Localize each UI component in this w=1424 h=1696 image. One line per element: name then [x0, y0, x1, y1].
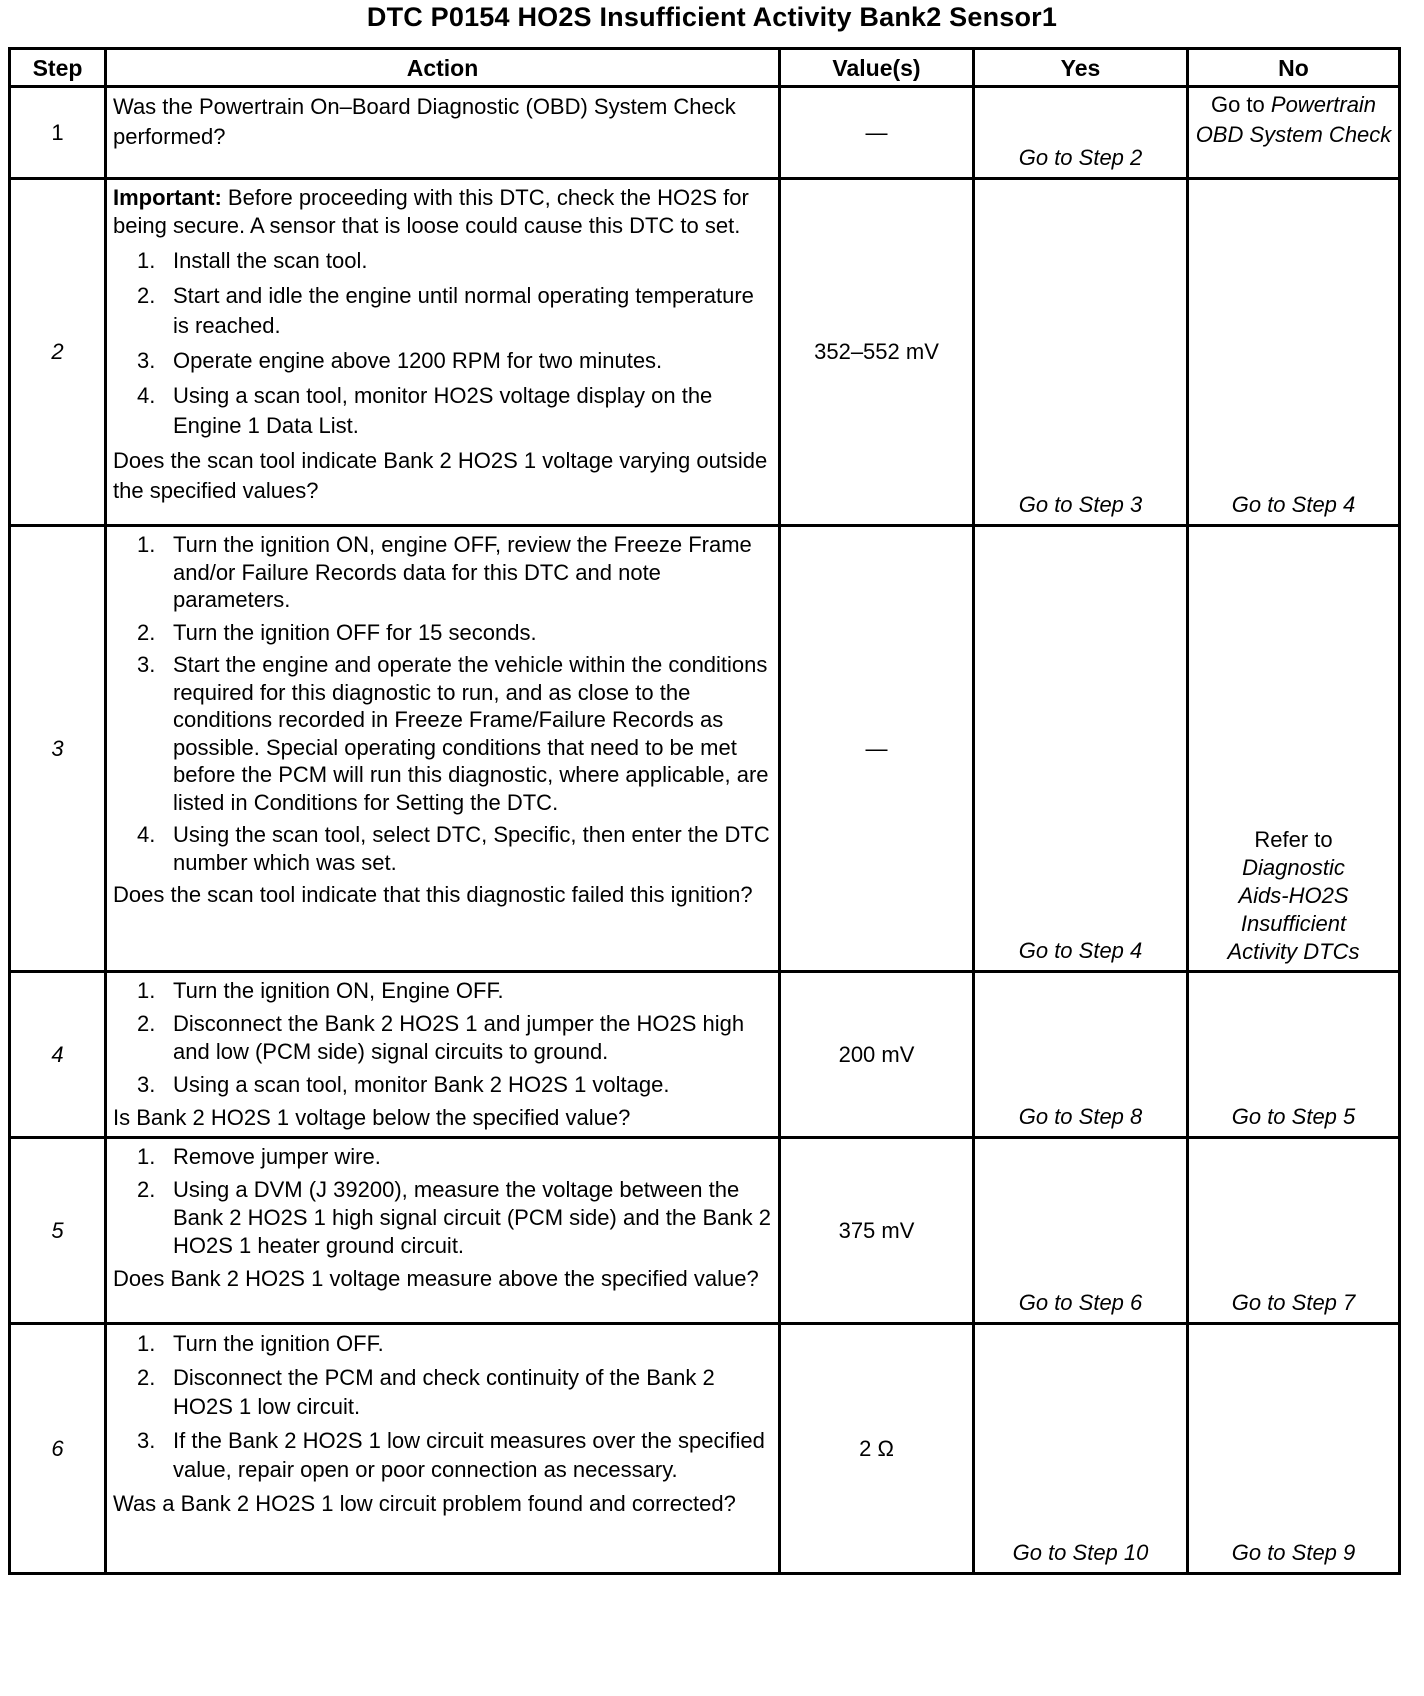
- value-cell: 352–552 mV: [780, 179, 974, 526]
- step-number: 5: [10, 1138, 106, 1324]
- header-step: Step: [10, 49, 106, 87]
- list-item: 3. If the Bank 2 HO2S 1 low circuit measures over the specified value, repair open or poor connection as necessary.: [137, 1428, 765, 1482]
- value-cell: —: [780, 87, 974, 179]
- list-item: 1. Turn the ignition ON, Engine OFF.: [137, 978, 504, 1003]
- header-values: Value(s): [780, 49, 974, 87]
- yes-cell: [974, 526, 1188, 972]
- yes-goto: Go to Step 4: [1018, 938, 1143, 963]
- action-cell: [106, 87, 780, 179]
- no-goto: Go to Step 4: [1231, 492, 1356, 517]
- step-number: 1: [10, 87, 106, 179]
- procedure-list: [113, 1143, 774, 1260]
- no-goto: Go to Step 5: [1231, 1104, 1356, 1129]
- header-action: Action: [106, 49, 780, 87]
- no-prefix: Refer to: [1254, 827, 1333, 852]
- no-reference: Powertrain OBD System Check: [1195, 92, 1392, 147]
- yes-cell: [974, 1324, 1188, 1574]
- yes-goto: Go to Step 2: [1018, 145, 1143, 170]
- header-no: No: [1188, 49, 1400, 87]
- value-cell: —: [780, 526, 974, 972]
- table-row: [10, 972, 1400, 1138]
- page-title: DTC P0154 HO2S Insufficient Activity Bank2 Sensor1: [366, 2, 1058, 32]
- yes-goto: Go to Step 8: [1018, 1104, 1143, 1129]
- list-item: 4. Using a scan tool, monitor HO2S voltage display on the Engine 1 Data List.: [137, 383, 713, 438]
- table-row: [10, 1138, 1400, 1324]
- table-row: [10, 87, 1400, 179]
- list-item: 2. Disconnect the Bank 2 HO2S 1 and jumper the HO2S high and low (PCM side) signal circuits to ground.: [137, 1011, 745, 1064]
- no-cell: [1188, 1138, 1400, 1324]
- no-reference: Diagnostic Aids-HO2S Insufficient Activity DTCs: [1227, 855, 1360, 964]
- header-yes: Yes: [974, 49, 1188, 87]
- action-cell: [106, 526, 780, 972]
- value-cell: 375 mV: [780, 1138, 974, 1324]
- list-item: 1. Remove jumper wire.: [137, 1144, 381, 1169]
- diagnostic-table: [8, 47, 1401, 1575]
- list-item: 2. Start and idle the engine until normal operating temperature is reached.: [137, 283, 754, 338]
- procedure-list: [113, 246, 774, 441]
- action-question: Does Bank 2 HO2S 1 voltage measure above the specified value?: [113, 1266, 759, 1291]
- list-item: 1. Turn the ignition ON, engine OFF, review the Freeze Frame and/or Failure Records data for this DTC and note parameters.: [137, 532, 752, 612]
- no-cell: [1188, 87, 1400, 179]
- important-label: Important:: [113, 185, 222, 210]
- yes-goto: Go to Step 3: [1018, 492, 1143, 517]
- action-cell: [106, 1324, 780, 1574]
- list-item: 1. Install the scan tool.: [137, 248, 368, 273]
- step-number: 6: [10, 1324, 106, 1574]
- yes-cell: [974, 1138, 1188, 1324]
- yes-cell: [974, 972, 1188, 1138]
- list-item: 1. Turn the ignition OFF.: [137, 1331, 384, 1356]
- no-prefix: Go to: [1210, 92, 1265, 117]
- no-cell: [1188, 1324, 1400, 1574]
- important-text: Before proceeding with this DTC, check the HO2S for being secure. A sensor that is loose could cause this DTC to set.: [113, 185, 749, 238]
- list-item: 3. Start the engine and operate the vehicle within the conditions required for this diagnostic to run, and as close to the conditions recorded in Freeze Frame/Failure Records as possible. Special operating conditions that need to be met before the PCM will run this diagnostic, where applicable, are listed in Conditions for Setting the DTC.: [137, 652, 769, 815]
- list-item: 3. Operate engine above 1200 RPM for two minutes.: [137, 348, 663, 373]
- action-question: Is Bank 2 HO2S 1 voltage below the specified value?: [113, 1105, 631, 1130]
- table-row: [10, 179, 1400, 526]
- list-item: 3. Using a scan tool, monitor Bank 2 HO2S 1 voltage.: [137, 1072, 670, 1097]
- procedure-list: [113, 531, 774, 876]
- step-number: 3: [10, 526, 106, 972]
- table-row: [10, 526, 1400, 972]
- yes-cell: [974, 87, 1188, 179]
- no-cell: [1188, 179, 1400, 526]
- step-number: 4: [10, 972, 106, 1138]
- action-question: Was the Powertrain On–Board Diagnostic (OBD) System Check performed?: [113, 94, 736, 149]
- table-row: [10, 1324, 1400, 1574]
- no-goto: Go to Step 9: [1231, 1540, 1356, 1565]
- list-item: 2. Using a DVM (J 39200), measure the voltage between the Bank 2 HO2S 1 high signal circuit (PCM side) and the Bank 2 HO2S 1 heater ground circuit.: [137, 1177, 771, 1258]
- list-item: 2. Turn the ignition OFF for 15 seconds.: [137, 619, 537, 645]
- yes-goto: Go to Step 6: [1018, 1290, 1143, 1315]
- procedure-list: [113, 1329, 774, 1484]
- action-question: Does the scan tool indicate Bank 2 HO2S 1 voltage varying outside the specified values?: [113, 448, 768, 503]
- procedure-list: [113, 977, 774, 1099]
- value-cell: 2 Ω: [780, 1324, 974, 1574]
- table-header-row: [10, 49, 1400, 87]
- step-number: 2: [10, 179, 106, 526]
- no-goto: Go to Step 7: [1231, 1290, 1356, 1315]
- no-cell: [1188, 972, 1400, 1138]
- action-question: Does the scan tool indicate that this diagnostic failed this ignition?: [113, 882, 753, 907]
- list-item: 4. Using the scan tool, select DTC, Specific, then enter the DTC number which was set.: [137, 822, 770, 875]
- yes-cell: [974, 179, 1188, 526]
- action-question: Was a Bank 2 HO2S 1 low circuit problem found and corrected?: [113, 1491, 736, 1516]
- list-item: 2. Disconnect the PCM and check continuity of the Bank 2 HO2S 1 low circuit.: [137, 1365, 715, 1419]
- action-cell: [106, 179, 780, 526]
- no-cell: [1188, 526, 1400, 972]
- action-cell: [106, 1138, 780, 1324]
- yes-goto: Go to Step 10: [1012, 1540, 1149, 1565]
- value-cell: 200 mV: [780, 972, 974, 1138]
- action-cell: [106, 972, 780, 1138]
